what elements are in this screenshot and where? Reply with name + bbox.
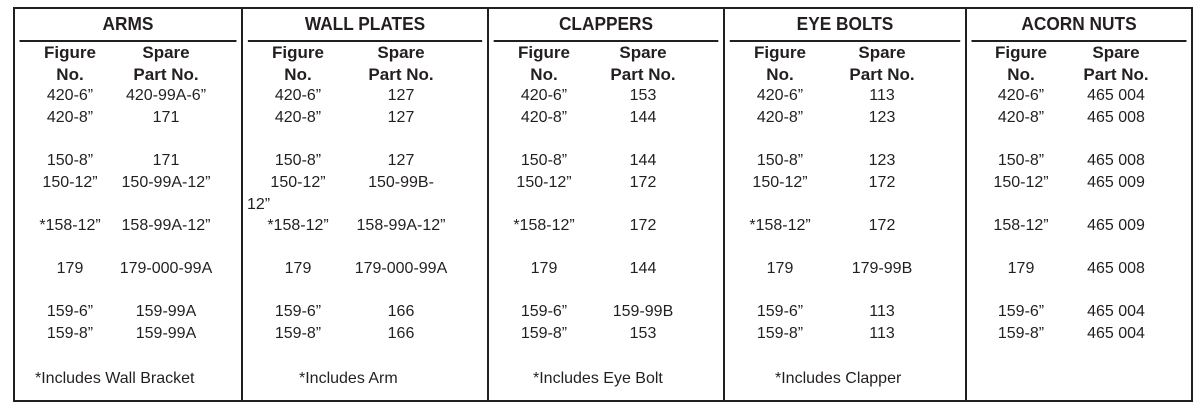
spare-part-cell: 123 xyxy=(868,109,896,126)
figure-no-cell: 159-6” xyxy=(46,303,94,320)
spare-part-cell: 127 xyxy=(387,152,415,169)
spare-part-header xyxy=(827,42,937,86)
figure-no-cell: 420-8” xyxy=(274,109,322,126)
spare-part-cell: 171 xyxy=(152,109,180,126)
spare-part-cell: 150-99A-12” xyxy=(121,174,211,191)
section-title: EYE BOLTS xyxy=(730,9,960,42)
spare-part-cell: 179-99B xyxy=(851,260,913,277)
figure-no-cell: 150-8” xyxy=(274,152,322,169)
spare-part-cell: 465 008 xyxy=(1087,109,1145,126)
figure-no-cell: 150-8” xyxy=(997,152,1045,169)
figure-no-cell: 159-8” xyxy=(997,325,1045,342)
figure-no-cell: *158-12” xyxy=(749,217,811,234)
figure-no-cell: 420-6” xyxy=(756,87,804,104)
figure-no-cell: 150-8” xyxy=(756,152,804,169)
spare-part-cell: 153 xyxy=(629,87,657,104)
spare-part-cell: 159-99A xyxy=(135,325,197,342)
spare-part-cell: 465 009 xyxy=(1087,174,1145,191)
figure-no-cell: 150-8” xyxy=(520,152,568,169)
figure-no-cell: 179 xyxy=(1007,260,1035,277)
section-acorn-nuts xyxy=(967,9,1191,400)
spare-part-cell: 159-99A xyxy=(135,303,197,320)
spare-part-cell: 465 008 xyxy=(1087,260,1145,277)
spare-part-cell: 144 xyxy=(629,109,657,126)
spare-header-line: Spare xyxy=(858,43,906,62)
figure-header-line: Figure xyxy=(995,43,1047,62)
figure-header-line: Figure xyxy=(272,43,324,62)
figure-no-header xyxy=(732,42,828,86)
spare-part-header xyxy=(111,42,221,86)
figure-no-cell: 420-8” xyxy=(520,109,568,126)
spare-part-header xyxy=(1061,42,1171,86)
spare-part-cell: 127 xyxy=(387,87,415,104)
figure-header-line: Figure xyxy=(518,43,570,62)
footnote: *Includes Arm xyxy=(299,370,398,387)
spare-part-cell: 172 xyxy=(868,217,896,234)
figure-no-cell: 420-6” xyxy=(997,87,1045,104)
figure-no-cell: 150-12” xyxy=(516,174,572,191)
section-title: ACORN NUTS xyxy=(971,9,1186,42)
spare-part-cell: 127 xyxy=(387,109,415,126)
spare-part-cell: 153 xyxy=(629,325,657,342)
figure-header-line: Figure xyxy=(754,43,806,62)
spare-part-cell: 465 004 xyxy=(1087,87,1145,104)
part-no-header-line: Part No. xyxy=(368,65,434,84)
figure-no-header xyxy=(250,42,346,86)
spare-part-cell: 465 009 xyxy=(1087,217,1145,234)
part-no-header-line: Part No. xyxy=(133,65,199,84)
figure-no-cell: 158-12” xyxy=(993,217,1049,234)
figure-no-cell: 159-8” xyxy=(756,325,804,342)
spare-header-line: Spare xyxy=(142,43,190,62)
no-header-line: No. xyxy=(284,65,312,84)
wrapped-part-fragment: 12” xyxy=(247,196,271,213)
part-no-header-line: Part No. xyxy=(1083,65,1149,84)
spare-part-cell: 113 xyxy=(869,325,895,342)
figure-no-cell: 159-8” xyxy=(46,325,94,342)
spare-part-cell: 179-000-99A xyxy=(354,260,448,277)
figure-no-cell: 159-6” xyxy=(520,303,568,320)
figure-no-header xyxy=(22,42,118,86)
figure-header-line: Figure xyxy=(44,43,96,62)
figure-no-cell: 179 xyxy=(284,260,312,277)
part-no-header-line: Part No. xyxy=(610,65,676,84)
no-header-line: No. xyxy=(766,65,794,84)
spare-part-cell: 465 004 xyxy=(1087,303,1145,320)
no-header-line: No. xyxy=(56,65,84,84)
section-clappers xyxy=(489,9,725,400)
spare-part-header xyxy=(588,42,698,86)
spare-part-cell: 144 xyxy=(629,152,657,169)
spare-part-cell: 465 004 xyxy=(1087,325,1145,342)
footnote: *Includes Eye Bolt xyxy=(533,370,663,387)
figure-no-header xyxy=(973,42,1069,86)
figure-no-cell: 179 xyxy=(530,260,558,277)
figure-no-cell: 150-12” xyxy=(270,174,326,191)
spare-part-cell: 158-99A-12” xyxy=(121,217,211,234)
figure-no-cell: 179 xyxy=(766,260,794,277)
spare-part-cell: 420-99A-6” xyxy=(125,87,207,104)
spare-part-cell: 172 xyxy=(629,217,657,234)
figure-no-cell: 150-12” xyxy=(42,174,98,191)
figure-no-cell: *158-12” xyxy=(267,217,329,234)
parts-table xyxy=(13,7,1193,402)
spare-header-line: Spare xyxy=(377,43,425,62)
spare-part-cell: 179-000-99A xyxy=(119,260,213,277)
section-title: CLAPPERS xyxy=(494,9,719,42)
spare-part-cell: 171 xyxy=(152,152,180,169)
figure-no-cell: 420-6” xyxy=(274,87,322,104)
figure-no-cell: 150-8” xyxy=(46,152,94,169)
spare-part-cell: 113 xyxy=(869,87,895,104)
spare-part-cell: 158-99A-12” xyxy=(356,217,446,234)
no-header-line: No. xyxy=(530,65,558,84)
figure-no-cell: *158-12” xyxy=(39,217,101,234)
spare-part-cell: 159-99B xyxy=(612,303,674,320)
footnote: *Includes Clapper xyxy=(775,370,902,387)
figure-no-cell: 420-6” xyxy=(46,87,94,104)
figure-no-cell: 420-8” xyxy=(756,109,804,126)
spare-part-cell: 172 xyxy=(629,174,657,191)
spare-part-cell: 150-99B- xyxy=(368,174,434,191)
figure-no-cell: 150-12” xyxy=(993,174,1049,191)
figure-no-cell: 420-8” xyxy=(997,109,1045,126)
figure-no-cell: 150-12” xyxy=(752,174,808,191)
section-eye-bolts xyxy=(725,9,967,400)
spare-part-cell: 166 xyxy=(387,325,415,342)
figure-no-cell: 420-8” xyxy=(46,109,94,126)
figure-no-cell: 159-8” xyxy=(274,325,322,342)
figure-no-cell: 159-6” xyxy=(997,303,1045,320)
part-no-header-line: Part No. xyxy=(849,65,915,84)
no-header-line: No. xyxy=(1007,65,1035,84)
figure-no-cell: 179 xyxy=(56,260,84,277)
spare-part-cell: 144 xyxy=(629,260,657,277)
spare-header-line: Spare xyxy=(619,43,667,62)
footnote: *Includes Wall Bracket xyxy=(35,370,195,387)
figure-no-cell: *158-12” xyxy=(513,217,575,234)
figure-no-cell: 159-8” xyxy=(520,325,568,342)
section-wall-plates xyxy=(243,9,489,400)
figure-no-cell: 159-6” xyxy=(274,303,322,320)
spare-part-cell: 172 xyxy=(868,174,896,191)
spare-header-line: Spare xyxy=(1092,43,1140,62)
spare-part-cell: 166 xyxy=(387,303,415,320)
figure-no-cell: 159-6” xyxy=(756,303,804,320)
section-title: WALL PLATES xyxy=(248,9,482,42)
spare-part-cell: 123 xyxy=(868,152,896,169)
spare-part-header xyxy=(346,42,456,86)
spare-part-cell: 465 008 xyxy=(1087,152,1145,169)
figure-no-header xyxy=(496,42,592,86)
spare-part-cell: 113 xyxy=(869,303,895,320)
figure-no-cell: 420-6” xyxy=(520,87,568,104)
section-title: ARMS xyxy=(20,9,237,42)
section-arms xyxy=(15,9,243,400)
